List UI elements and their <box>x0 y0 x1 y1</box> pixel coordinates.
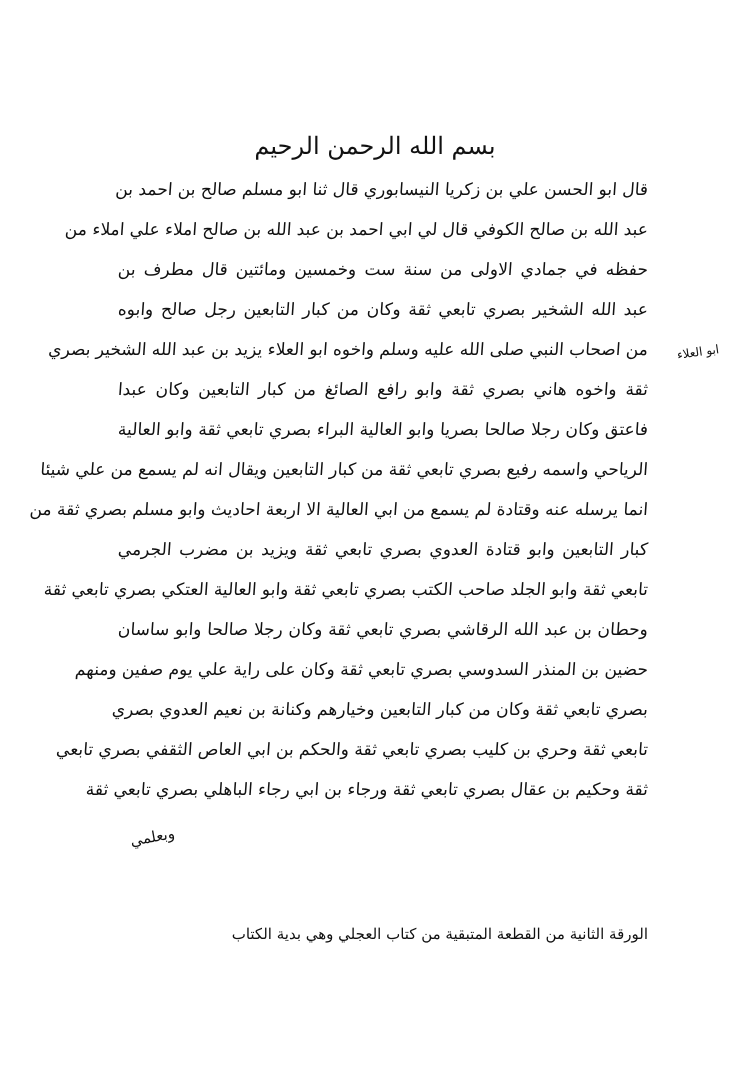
manuscript-line-8: الرياحي واسمه رفيع بصري تابعي ثقة من كبار التابعين ويقال انه لم يسمع من علي شيئا <box>39 460 649 480</box>
manuscript-line-3: حفظه في جمادي الاولى من سنة ست وخمسين ومائتين قال مطرف بن <box>117 260 649 280</box>
manuscript-line-9: انما يرسله عنه وقتادة لم يسمع من ابي العالية الا اربعة احاديث وابو مسلم بصري ثقة من <box>29 500 649 520</box>
margin-note: ابو العلاء <box>676 342 720 362</box>
manuscript-line-13: حضين بن المنذر السدوسي بصري تابعي ثقة وكان على راية علي يوم صفين ومنهم <box>74 660 649 680</box>
manuscript-line-16: ثقة وحكيم بن عقال بصري تابعي ثقة ورجاء بن ابي رجاء الباهلي بصري تابعي ثقة <box>85 780 649 800</box>
manuscript-line-6: ثقة واخوه هاني بصري ثقة وابو رافع الصائغ من كبار التابعين وكان عبدا <box>117 380 649 400</box>
manuscript-line-1: قال ابو الحسن علي بن زكريا النيسابوري قال ثنا ابو مسلم صالح بن احمد بن <box>114 180 649 200</box>
manuscript-line-14: بصري تابعي ثقة وكان من كبار التابعين وخيارهم وكنانة بن نعيم العدوي بصري <box>111 700 649 720</box>
basmala-heading: بسم الله الرحمن الرحيم <box>254 132 496 160</box>
closing-note: وبعلمي <box>128 824 177 850</box>
manuscript-line-4: عبد الله الشخير بصري تابعي ثقة وكان من كبار التابعين رجل صالح وابوه <box>117 300 649 320</box>
manuscript-line-12: وحطان بن عبد الله الرقاشي بصري تابعي ثقة وكان رجلا صالحا وابو ساسان <box>117 620 649 640</box>
manuscript-line-15: تابعي ثقة وحري بن كليب بصري تابعي ثقة والحكم بن ابي العاص الثقفي بصري تابعي <box>55 740 649 760</box>
manuscript-line-11: تابعي ثقة وابو الجلد صاحب الكتب بصري تابعي ثقة وابو العالية العتكي بصري تابعي ثقة <box>43 580 649 600</box>
manuscript-line-5: من اصحاب النبي صلى الله عليه وسلم واخوه ابو العلاء يزيد بن عبد الله الشخير بصري <box>47 340 649 360</box>
manuscript-line-2: عبد الله بن صالح الكوفي قال لي ابي احمد بن عبد الله بن صالح املاء علي املاء من <box>64 220 649 240</box>
page-caption: الورقة الثانية من القطعة المتبقية من كتاب العجلي وهي بدية الكتاب <box>231 925 648 943</box>
manuscript-line-7: فاعتق وكان رجلا صالحا بصريا وابو العالية البراء بصري تابعي ثقة وابو العالية <box>117 420 649 440</box>
manuscript-line-10: كبار التابعين وابو قتادة العدوي بصري تابعي ثقة ويزيد بن مضرب الجرمي <box>117 540 649 560</box>
manuscript-text-block <box>29 175 649 815</box>
